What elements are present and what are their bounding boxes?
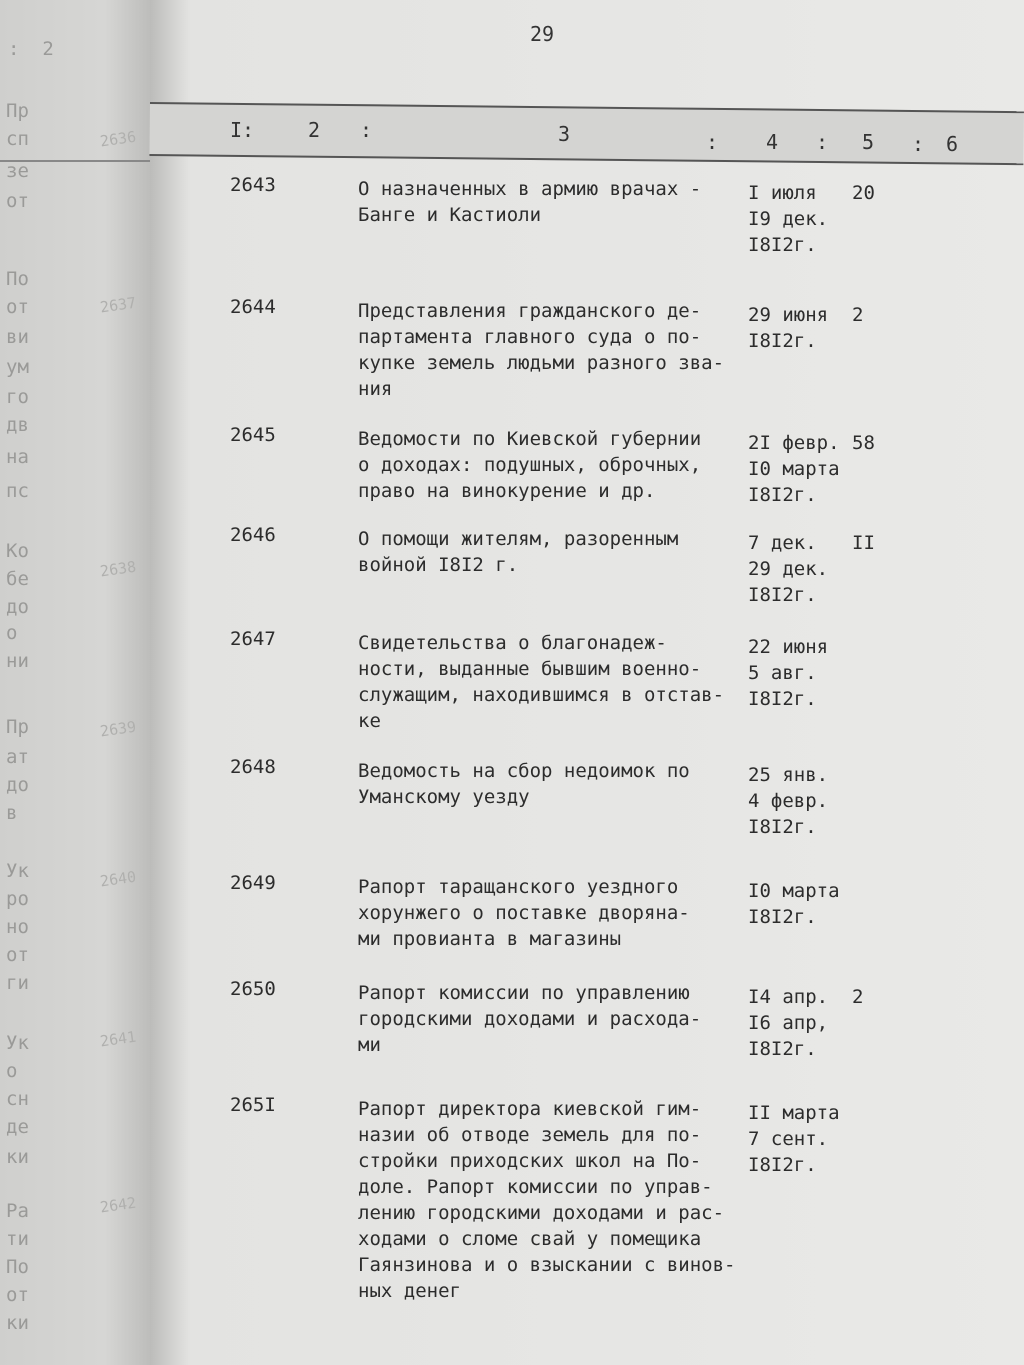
record-date-line: I6 апр, bbox=[748, 1012, 829, 1034]
record-title-line: Рапорт комиссии по управлению bbox=[358, 982, 690, 1004]
record-date-line: I0 марта bbox=[748, 880, 840, 902]
record-date-line: 4 февр. bbox=[748, 790, 829, 812]
record-title bbox=[358, 980, 753, 1058]
record-title-line: ми провианта в магазины bbox=[358, 928, 622, 950]
facing-page-text-fragment: но bbox=[6, 916, 29, 938]
facing-page-text-fragment: Ко bbox=[6, 540, 29, 562]
facing-page-text-fragment: ви bbox=[6, 326, 29, 348]
facing-page-text-fragment: ги bbox=[6, 972, 29, 994]
header-col1: I: bbox=[230, 118, 255, 142]
record-title bbox=[358, 758, 753, 810]
record-title bbox=[358, 630, 753, 734]
record-title-line: Рапорт таращанского уездного bbox=[358, 876, 679, 898]
facing-page-text-fragment: от bbox=[6, 1284, 29, 1306]
record-date-line: I8I2г. bbox=[748, 688, 817, 710]
facing-page-record-number: 2639 bbox=[98, 717, 138, 741]
record-number: 2645 bbox=[230, 424, 276, 446]
record-dates bbox=[748, 1100, 858, 1178]
record-title-line: партамента главного суда о по- bbox=[358, 326, 702, 348]
table-header-band bbox=[149, 102, 1024, 165]
record-title-line: хорунжего о поставке дворяна- bbox=[358, 902, 690, 924]
record-title-line: О назначенных в армию врачах - bbox=[358, 178, 702, 200]
record-title bbox=[358, 1096, 753, 1304]
record-dates bbox=[748, 302, 858, 354]
record-title-line: назии об отводе земель для по- bbox=[358, 1124, 702, 1146]
record-title-line: ных денег bbox=[358, 1280, 461, 1302]
record-date-line: I8I2г. bbox=[748, 906, 817, 928]
record-date-line: I8I2г. bbox=[748, 816, 817, 838]
facing-page-record-number: 2640 bbox=[98, 867, 138, 891]
record-title-line: Ведомости по Киевской губернии bbox=[358, 428, 702, 450]
facing-page-text-fragment: По bbox=[6, 268, 29, 290]
record-title-line: ходами о сломе свай у помещика bbox=[358, 1228, 702, 1250]
facing-page-text-fragment: го bbox=[6, 386, 29, 408]
facing-page-text-fragment: ум bbox=[6, 356, 29, 378]
header-sep3: : bbox=[816, 130, 829, 154]
header-sep2: : bbox=[706, 130, 719, 154]
facing-page-text-fragment: от bbox=[6, 296, 29, 318]
record-date-line: 7 дек. bbox=[748, 532, 817, 554]
record-dates bbox=[748, 878, 858, 930]
record-title-line: ности, выданные бывшим военно- bbox=[358, 658, 702, 680]
record-date-line: I июля bbox=[748, 182, 817, 204]
record-title-line: ния bbox=[358, 378, 393, 400]
facing-page-text-fragment: ки bbox=[6, 1146, 29, 1168]
facing-page-text-fragment: де bbox=[6, 1116, 29, 1138]
record-number: 2646 bbox=[230, 524, 276, 546]
facing-page bbox=[0, 0, 150, 1365]
record-dates bbox=[748, 762, 858, 840]
record-number: 265I bbox=[230, 1094, 276, 1116]
facing-page-text-fragment: от bbox=[6, 944, 29, 966]
record-dates bbox=[748, 530, 858, 608]
record-title-line: ке bbox=[358, 710, 381, 732]
record-number: 2647 bbox=[230, 628, 276, 650]
facing-page-text-fragment: дв bbox=[6, 414, 29, 436]
facing-page-text-fragment: Ук bbox=[6, 860, 29, 882]
record-date-line: I8I2г. bbox=[748, 1154, 817, 1176]
facing-page-record-number: 2641 bbox=[98, 1027, 138, 1051]
header-col5: 5 bbox=[862, 130, 875, 154]
record-title-line: О помощи жителям, разоренным bbox=[358, 528, 679, 550]
record-date-line: 29 дек. bbox=[748, 558, 829, 580]
record-date-line: 7 сент. bbox=[748, 1128, 829, 1150]
record-title-line: лению городскими доходами и рас- bbox=[358, 1202, 725, 1224]
record-title-line: городскими доходами и расхода- bbox=[358, 1008, 702, 1030]
header-col3: 3 bbox=[558, 122, 571, 146]
record-title-line: право на винокурение и др. bbox=[358, 480, 656, 502]
record-date-line: I8I2г. bbox=[748, 584, 817, 606]
facing-page-text-fragment: ки bbox=[6, 1312, 29, 1334]
record-date-line: I8I2г. bbox=[748, 484, 817, 506]
record-title bbox=[358, 526, 753, 578]
facing-page-text-fragment: сп bbox=[6, 128, 29, 150]
record-date-line: 25 янв. bbox=[748, 764, 829, 786]
header-col4: 4 bbox=[766, 130, 779, 154]
record-dates bbox=[748, 634, 858, 712]
facing-page-text-fragment: сн bbox=[6, 1088, 29, 1110]
page-number: 29 bbox=[530, 22, 555, 46]
record-dates bbox=[748, 180, 858, 258]
record-date-line: I9 дек. bbox=[748, 208, 829, 230]
record-date-line: I8I2г. bbox=[748, 234, 817, 256]
record-title-line: стройки приходских школ на По- bbox=[358, 1150, 702, 1172]
record-title-line: доле. Рапорт комиссии по управ- bbox=[358, 1176, 713, 1198]
facing-page-text-fragment: в bbox=[6, 802, 18, 824]
facing-page-text-fragment: Ра bbox=[6, 1200, 29, 1222]
facing-page-text-fragment: до bbox=[6, 596, 29, 618]
facing-page-text-fragment: бе bbox=[6, 568, 29, 590]
header-col2: 2 bbox=[308, 118, 321, 142]
record-title-line: Банге и Кастиоли bbox=[358, 204, 542, 226]
record-date-line: I4 апр. bbox=[748, 986, 829, 1008]
record-title-line: Рапорт директора киевской гим- bbox=[358, 1098, 702, 1120]
facing-page-record-number: 2638 bbox=[98, 557, 138, 581]
record-date-line: II марта bbox=[748, 1102, 840, 1124]
facing-page-text-fragment: на bbox=[6, 446, 29, 468]
record-date-line: I8I2г. bbox=[748, 330, 817, 352]
facing-page-text-fragment: ро bbox=[6, 888, 29, 910]
facing-page-text-fragment: ти bbox=[6, 1228, 29, 1250]
record-sheet-count: 58 bbox=[852, 432, 875, 454]
record-title-line: Представления гражданского де- bbox=[358, 300, 702, 322]
record-sheet-count: 20 bbox=[852, 182, 875, 204]
facing-page-text-fragment: о bbox=[6, 1060, 18, 1082]
record-title-line: купке земель людьми разного зва- bbox=[358, 352, 725, 374]
record-sheet-count: II bbox=[852, 532, 875, 554]
facing-page-text-fragment: Ук bbox=[6, 1032, 29, 1054]
record-title bbox=[358, 298, 753, 402]
facing-page-text-fragment: до bbox=[6, 774, 29, 796]
record-number: 2644 bbox=[230, 296, 276, 318]
record-dates bbox=[748, 984, 858, 1062]
record-date-line: 2I февр. bbox=[748, 432, 840, 454]
record-dates bbox=[748, 430, 858, 508]
facing-page-record-number: 2642 bbox=[98, 1193, 138, 1217]
record-date-line: I0 марта bbox=[748, 458, 840, 480]
facing-page-text-fragment: ни bbox=[6, 650, 29, 672]
record-title-line: Свидетельства о благонадеж- bbox=[358, 632, 667, 654]
record-date-line: 22 июня bbox=[748, 636, 829, 658]
record-number: 2649 bbox=[230, 872, 276, 894]
record-date-line: I8I2г. bbox=[748, 1038, 817, 1060]
facing-page-text-fragment: пс bbox=[6, 480, 29, 502]
record-title-line: о доходах: подушных, оброчных, bbox=[358, 454, 702, 476]
record-date-line: 5 авг. bbox=[748, 662, 817, 684]
facing-page-record-number: 2636 bbox=[98, 127, 138, 151]
facing-page-header: : 2 bbox=[8, 38, 54, 60]
record-date-line: 29 июня bbox=[748, 304, 829, 326]
record-number: 2650 bbox=[230, 978, 276, 1000]
facing-page-text-fragment: зе bbox=[6, 160, 29, 182]
record-title-line: служащим, находившимся в отстав- bbox=[358, 684, 725, 706]
facing-page-text-fragment: По bbox=[6, 1256, 29, 1278]
record-title bbox=[358, 176, 753, 228]
archive-inventory-page bbox=[150, 0, 1024, 1365]
record-title-line: Гаянзинова и о взыскании с винов- bbox=[358, 1254, 736, 1276]
facing-page-text-fragment: о bbox=[6, 622, 18, 644]
record-number: 2643 bbox=[230, 174, 276, 196]
record-sheet-count: 2 bbox=[852, 986, 864, 1008]
record-title-line: войной I8I2 г. bbox=[358, 554, 519, 576]
record-title-line: Ведомость на сбор недоимок по bbox=[358, 760, 690, 782]
facing-page-text-fragment: Пр bbox=[6, 100, 29, 122]
facing-page-text-fragment: от bbox=[6, 190, 29, 212]
header-col6: 6 bbox=[946, 132, 959, 156]
record-number: 2648 bbox=[230, 756, 276, 778]
facing-page-text-fragment: Пр bbox=[6, 716, 29, 738]
record-title bbox=[358, 874, 753, 952]
facing-page-record-number: 2637 bbox=[98, 293, 138, 317]
record-title bbox=[358, 426, 753, 504]
facing-page-text-fragment: ат bbox=[6, 746, 29, 768]
header-sep4: : bbox=[912, 132, 925, 156]
record-title-line: Уманскому уезду bbox=[358, 786, 530, 808]
record-title-line: ми bbox=[358, 1034, 381, 1056]
header-sep1: : bbox=[360, 118, 373, 142]
record-sheet-count: 2 bbox=[852, 304, 864, 326]
